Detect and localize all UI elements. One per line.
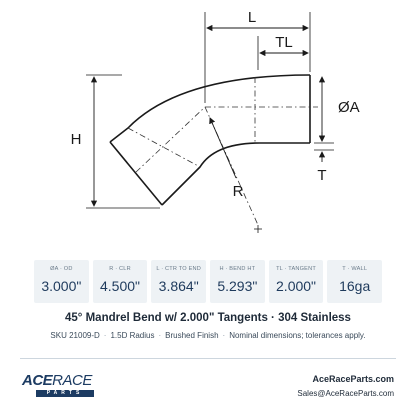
spec-card-ctr-to-end [151, 260, 206, 303]
brand-logo [22, 372, 96, 400]
label-L: L [247, 9, 257, 26]
label-TL: TL [275, 34, 293, 51]
pipe-outline [110, 75, 310, 205]
email-link[interactable]: Sales@AceRaceParts.com [297, 389, 394, 398]
spec-cards [34, 260, 382, 303]
spec-value: 3.864" [158, 278, 199, 294]
radius-detail: 1.5D Radius [110, 331, 155, 340]
construction-lines [128, 77, 318, 225]
extension-lines [86, 12, 334, 208]
spec-card-bend-height [210, 260, 265, 303]
spec-card-od [34, 260, 89, 303]
spec-label: H · BEND HT [219, 266, 256, 272]
footer-divider [20, 358, 396, 359]
dim-R-leader [210, 118, 236, 178]
label-R: R [232, 183, 244, 200]
logo-race: RACE [52, 372, 92, 389]
logo-tagline: PARTS [36, 390, 94, 397]
spec-label: ØA · OD [50, 266, 73, 272]
label-OD: ØA [338, 99, 360, 116]
logo-ace: ACE [22, 372, 53, 389]
finish-detail: Brushed Finish [165, 331, 219, 340]
label-T: T [317, 167, 327, 184]
contact-block [297, 374, 394, 398]
tolerance-note: Nominal dimensions; tolerances apply. [229, 331, 366, 340]
outer-wall [110, 75, 310, 142]
spec-value: 16ga [339, 278, 371, 294]
sku: SKU 21009-D [50, 331, 100, 340]
website-link[interactable]: AceRaceParts.com [312, 374, 394, 384]
label-H: H [70, 131, 82, 148]
spec-value: 4.500" [100, 278, 141, 294]
center-mark [254, 225, 262, 233]
spec-value: 5.293" [217, 278, 258, 294]
angled-centerline [136, 107, 205, 172]
spec-label: T · WALL [342, 266, 368, 272]
end-cap-angled [110, 142, 162, 205]
section-line-lower [128, 128, 200, 167]
product-details: SKU 21009-D · 1.5D Radius · Brushed Finish · Nominal dimensions; tolerances apply. [50, 331, 366, 340]
spec-card-wall [327, 260, 382, 303]
spec-value: 3.000" [41, 278, 82, 294]
spec-card-tangent [269, 260, 324, 303]
product-title: 45° Mandrel Bend w/ 2.000" Tangents · 304 Stainless [65, 312, 351, 324]
spec-value: 2.000" [276, 278, 317, 294]
spec-card-clr [93, 260, 148, 303]
spec-label: L · CTR TO END [156, 266, 201, 272]
spec-label: TL · TANGENT [276, 266, 316, 272]
dimension-lines [94, 28, 322, 206]
spec-label: R · CLR [109, 266, 131, 272]
